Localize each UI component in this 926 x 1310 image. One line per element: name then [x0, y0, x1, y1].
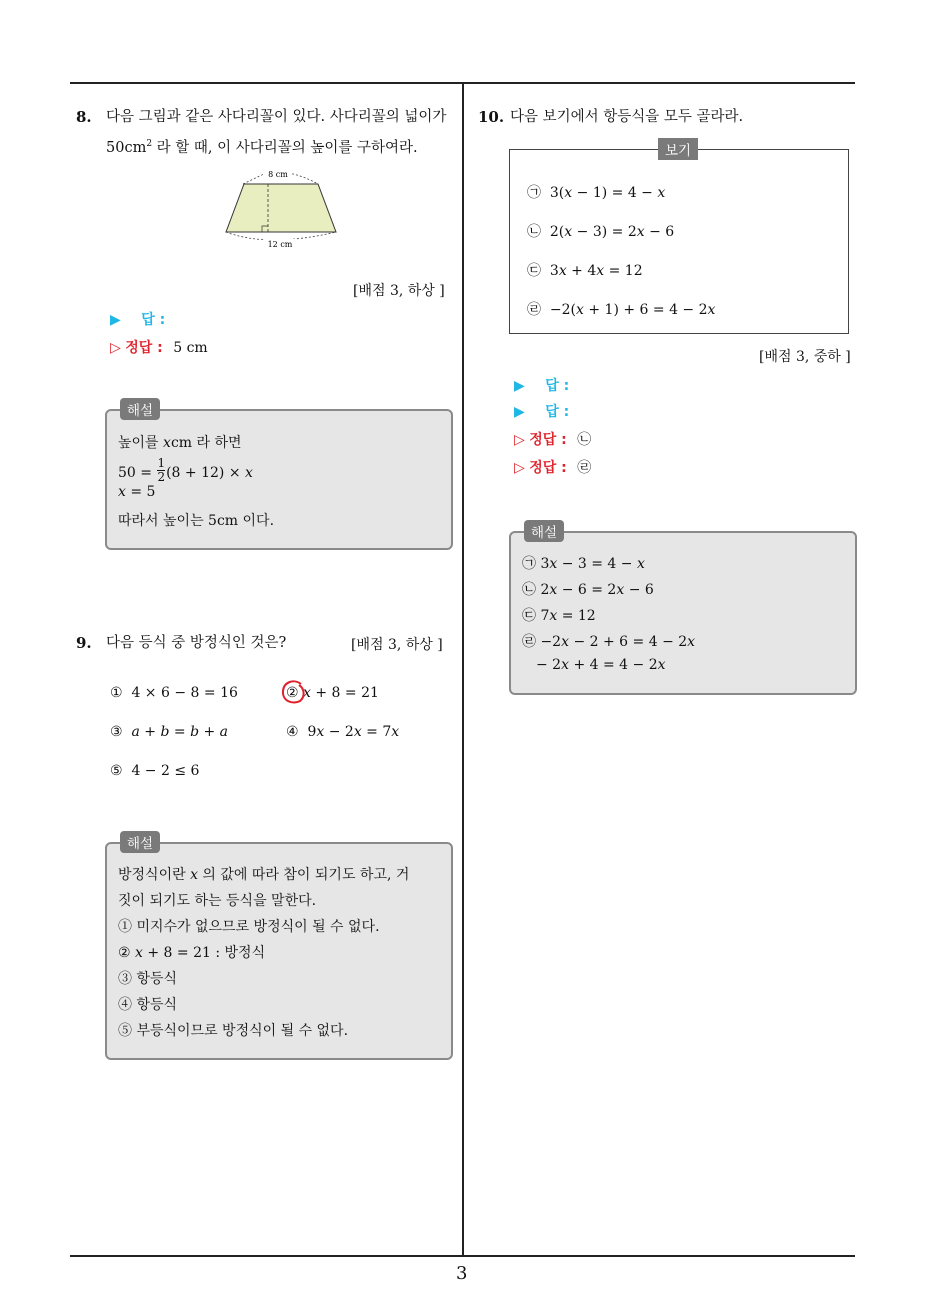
- page-number: 3: [456, 1263, 468, 1284]
- question-10-answer-row-1: [514, 375, 569, 395]
- correct-label: 정답 :: [529, 460, 567, 476]
- question-8-answer-row: [110, 309, 165, 329]
- question-10-number: 10.: [478, 108, 505, 126]
- question-8-correct-row: [110, 337, 208, 357]
- solution-line: 방정식이란 x 의 값에 따라 참이 되기도 하고, 거: [118, 867, 410, 883]
- solution-line: ㉡ 2x − 6 = 2x − 6: [522, 582, 654, 598]
- question-10-correct-row-1: [514, 429, 591, 449]
- choice-5[interactable]: ⑤ 4 − 2 ≤ 6: [110, 763, 200, 779]
- triangle-outline-icon: ▷: [110, 340, 121, 356]
- selected-circle-mark: [281, 679, 307, 707]
- column-divider: [462, 82, 464, 1257]
- figure-bottom-label: 12 cm: [267, 240, 293, 249]
- choice-3[interactable]: ③ a + b = b + a: [110, 724, 229, 740]
- triangle-outline-icon: ▷: [514, 460, 525, 476]
- solution-line: 짓이 되기도 하는 등식을 말한다.: [118, 893, 317, 909]
- correct-value: 5 cm: [173, 340, 208, 356]
- figure-top-label: 8 cm: [268, 170, 288, 179]
- solution-line: ㉢ 7x = 12: [522, 608, 596, 624]
- solution-line: ⑤ 부등식이므로 방정식이 될 수 없다.: [118, 1023, 349, 1039]
- solution-line: ④ 항등식: [118, 997, 178, 1013]
- bogi-item-2: ㉡ 2(x − 3) = 2x − 6: [527, 224, 675, 240]
- trapezoid-figure: [218, 166, 348, 252]
- choice-4[interactable]: ④ 9x − 2x = 7x: [286, 724, 400, 740]
- choice-2[interactable]: ② x + 8 = 21: [286, 685, 379, 701]
- bogi-tag: 보기: [658, 138, 698, 160]
- solution-line: ① 미지수가 없으므로 방정식이 될 수 없다.: [118, 919, 380, 935]
- question-10-correct-row-2: [514, 457, 591, 477]
- solution-line: ㉣ −2x − 2 + 6 = 4 − 2x: [522, 634, 696, 650]
- question-8-solution-tag: 해설: [120, 398, 160, 420]
- solution-line: x = 5: [118, 484, 156, 500]
- question-9-text: 다음 등식 중 방정식인 것은?: [106, 635, 287, 651]
- correct-label: 정답 :: [529, 432, 567, 448]
- question-8-text-line1: 다음 그림과 같은 사다리꼴이 있다. 사다리꼴의 넓이가: [106, 109, 447, 125]
- question-9-number: 9.: [76, 634, 92, 652]
- question-8-number: 8.: [76, 108, 92, 126]
- bogi-item-4: ㉣ −2(x + 1) + 6 = 4 − 2x: [527, 302, 716, 318]
- bogi-item-3: ㉢ 3x + 4x = 12: [527, 263, 643, 279]
- question-8-text-line2: $50cm^2$ 라 할 때, 이 사다리꼴의 높이를 구하여라.: [106, 139, 418, 156]
- solution-line: − 2x + 4 = 4 − 2x: [536, 657, 666, 673]
- question-10-text: 다음 보기에서 항등식을 모두 골라라.: [510, 109, 744, 125]
- solution-line: 따라서 높이는 5cm 이다.: [118, 513, 275, 529]
- correct-value: ㉣: [577, 460, 592, 476]
- solution-line: 50 = $\frac{1}{2}$ (8 + 12) × x: [118, 456, 253, 484]
- solution-line: 높이를 xcm 라 하면: [118, 435, 242, 451]
- correct-label: 정답 :: [125, 340, 163, 356]
- solution-line: ㉠ 3x − 3 = 4 − x: [522, 556, 645, 572]
- question-9-solution-tag: 해설: [120, 831, 160, 853]
- question-10-solution-tag: 해설: [524, 520, 564, 542]
- answer-label: 답 :: [545, 404, 570, 420]
- correct-value: ㉡: [577, 432, 592, 448]
- question-8-score: [배점 3, 하상 ]: [353, 283, 445, 299]
- question-9-score: [배점 3, 하상 ]: [351, 637, 443, 653]
- answer-label: 답 :: [545, 378, 570, 394]
- triangle-filled-icon: ▶: [110, 312, 121, 328]
- question-10-answer-row-2: [514, 401, 569, 421]
- answer-label: 답 :: [141, 312, 166, 328]
- triangle-outline-icon: ▷: [514, 432, 525, 448]
- triangle-filled-icon: ▶: [514, 404, 525, 420]
- bogi-item-1: ㉠ 3(x − 1) = 4 − x: [527, 185, 666, 201]
- choice-1[interactable]: ① 4 × 6 − 8 = 16: [110, 685, 238, 701]
- question-10-score: [배점 3, 중하 ]: [759, 349, 851, 365]
- triangle-filled-icon: ▶: [514, 378, 525, 394]
- solution-line: ③ 항등식: [118, 971, 178, 987]
- solution-line: ② x + 8 = 21 : 방정식: [118, 945, 266, 961]
